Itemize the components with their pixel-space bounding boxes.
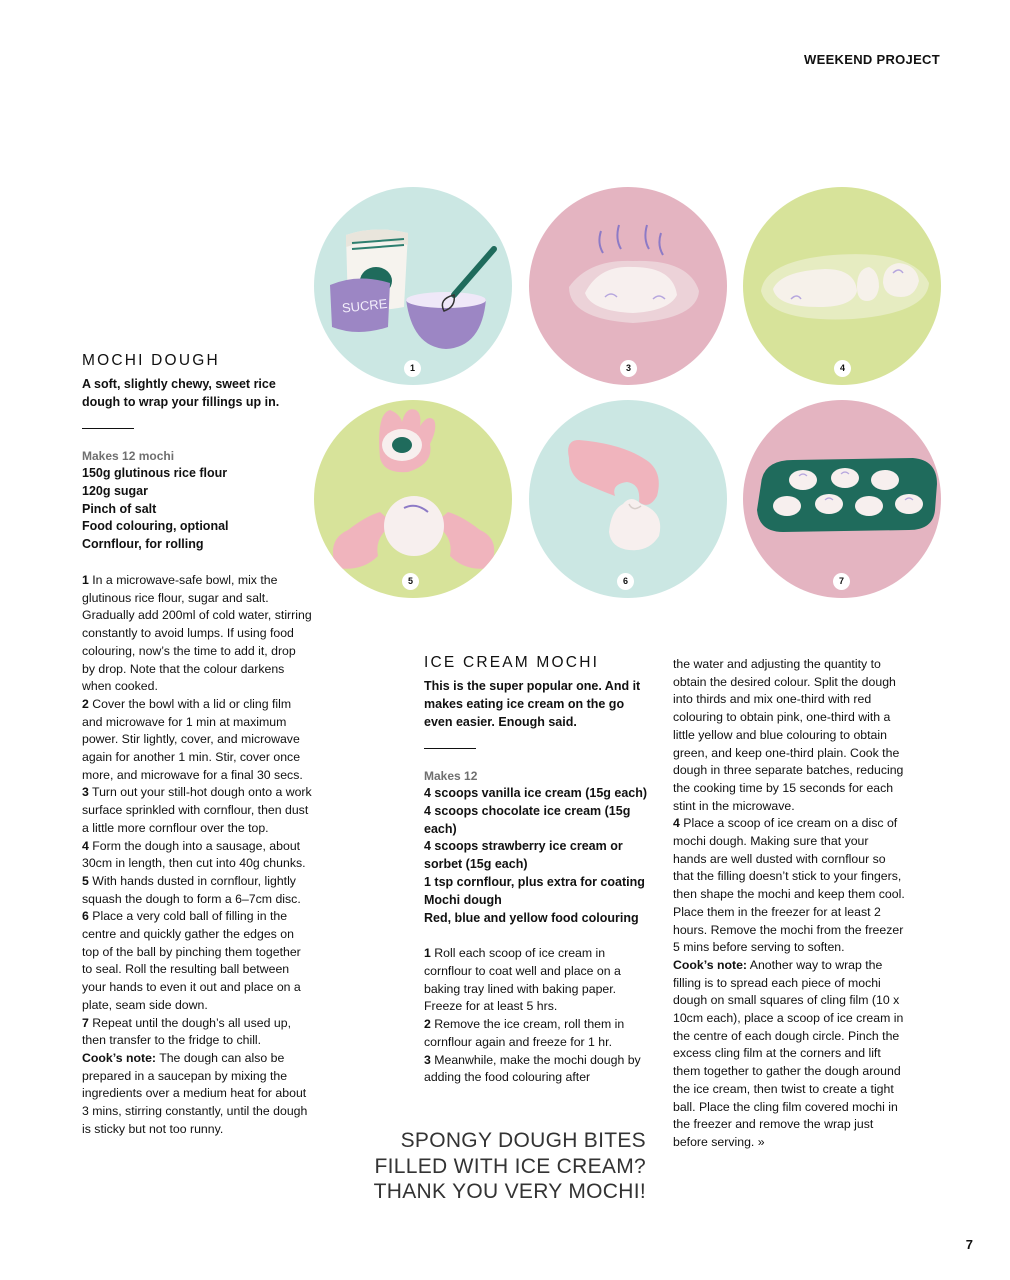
method-step xyxy=(82,1015,312,1050)
method-step xyxy=(424,945,650,1016)
step-text: Place a scoop of ice cream on a disc of mochi dough. Making sure that your hands are well dusted with cornflour so that the filling doesn’t stick to your fingers, then shape the mochi and keep them cool. Place them in the freezer for at least 2 hours. Remove the mochi from the freezer 5 mins before serving to soften. xyxy=(673,816,905,955)
step-text: Form the dough into a sausage, about 30cm in length, then cut into 40g chunks. xyxy=(82,838,306,871)
step-number: 3 xyxy=(82,785,89,800)
step-text: Meanwhile, make the mochi dough by adding the food colouring after xyxy=(424,1052,641,1085)
step-number: 3 xyxy=(424,1052,431,1067)
method-step xyxy=(82,908,312,1014)
step-number-badge: 7 xyxy=(833,573,850,590)
mochi-tray-illustration xyxy=(743,400,941,598)
step-number: 4 xyxy=(673,816,680,831)
pull-quote-line: THANK YOU VERY MOCHI! xyxy=(373,1180,646,1203)
cooks-note-label: Cook’s note: xyxy=(82,1050,157,1065)
step-number: 5 xyxy=(82,873,89,888)
method-step xyxy=(82,873,312,908)
ingredient-item: Red, blue and yellow food colouring xyxy=(424,910,639,925)
sucre-label: SUCRE xyxy=(341,295,389,316)
method-step xyxy=(82,572,312,696)
ingredient-list xyxy=(82,465,312,554)
pull-quote-line: SPONGY DOUGH BITES xyxy=(400,1129,646,1152)
step-number-badge: 3 xyxy=(620,360,637,377)
step-number-badge: 5 xyxy=(402,573,419,590)
divider xyxy=(82,428,134,429)
illustration-step-1 xyxy=(314,187,512,385)
step-number-badge: 6 xyxy=(617,573,634,590)
mochi-dough-recipe xyxy=(82,352,312,1138)
ingredient-item: Pinch of salt xyxy=(82,501,157,516)
step-text: In a microwave-safe bowl, mix the glutinous rice flour, sugar and salt. Gradually add 200ml of cold water, stirring constantly to avoid lumps. If using food colouring, now’s the time to add it, drop by drop. Note that the colour darkens when cooked. xyxy=(82,572,312,694)
method-step xyxy=(424,1016,650,1051)
illustration-step-6 xyxy=(529,400,727,598)
illustration-step-3 xyxy=(529,187,727,385)
step-number-badge: 1 xyxy=(404,360,421,377)
method-step xyxy=(424,1052,650,1087)
step-number: 6 xyxy=(82,909,89,924)
step-number: 2 xyxy=(424,1017,431,1032)
recipe-intro: A soft, slightly chewy, sweet rice dough to wrap your fillings up in. xyxy=(82,377,280,409)
method-step-continued: the water and adjusting the quantity to obtain the desired colour. Split the dough into thirds and mix one-third with red colouring to obtain pink, one-third with a little yellow and blue colouring to obtain green, and keep one-third plain. Cook the dough in three separate batches, reducing the cooking time by 15 seconds for each stint in the microwave. xyxy=(673,657,904,813)
pull-quote xyxy=(344,1128,646,1205)
ingredient-item: 4 scoops strawberry ice cream or sorbet (15g each) xyxy=(424,839,623,872)
recipe-yield: Makes 12 mochi xyxy=(82,449,175,463)
cooks-note xyxy=(673,957,905,1152)
ingredient-item: 150g glutinous rice flour xyxy=(82,466,228,480)
illustration-step-7 xyxy=(743,400,941,598)
ice-cream-mochi-continued xyxy=(673,656,905,1152)
step-text: Cover the bowl with a lid or cling film and microwave for 1 min at maximum power. Stir lightly, cover, and microwave again for another 1 min. Stir, cover once more, and microwave for a final 30 secs. xyxy=(82,696,303,782)
step-text: Remove the ice cream, roll them in cornflour again and freeze for 1 hr. xyxy=(424,1017,625,1049)
step-text: Repeat until the dough’s all used up, then transfer to the fridge to chill. xyxy=(82,1015,291,1048)
method-step xyxy=(82,784,312,837)
ingredient-item: 1 tsp cornflour, plus extra for coating xyxy=(424,874,645,889)
method-step xyxy=(82,838,312,873)
page-number: 7 xyxy=(965,1237,973,1252)
cooks-note-label: Cook’s note: xyxy=(673,957,748,972)
illustration-step-4 xyxy=(743,187,941,385)
method-steps xyxy=(82,572,312,1139)
cooks-note-text: Another way to wrap the filling is to spread each piece of mochi dough on small squares of cling film (10 x 10cm each), place a scoop of ice cream in the centre of each dough circle. Pinch the excess cling film at the corners and lift them together to gather the dough around the ice cream, then twist to create a tight ball. Place the cling film covered mochi in the freezer and remove the wrap just before serving. xyxy=(673,957,904,1149)
ingredient-item: 120g sugar xyxy=(82,483,149,498)
method-steps xyxy=(424,945,650,1087)
step-text: Roll each scoop of ice cream in cornflour to coat well and place on a baking tray lined with baking paper. Freeze for at least 5 hrs. xyxy=(424,946,621,1014)
ingredient-item: Mochi dough xyxy=(424,892,502,907)
illustration-step-5 xyxy=(314,400,512,598)
step-text: Turn out your still-hot dough onto a work surface sprinkled with cornflour, then dust a little more cornflour over the top. xyxy=(82,785,312,835)
step-number: 4 xyxy=(82,838,89,853)
pull-quote-line: FILLED WITH ICE CREAM? xyxy=(374,1154,646,1178)
step-number-badge: 4 xyxy=(834,360,851,377)
step-number: 7 xyxy=(82,1015,89,1030)
cooks-note xyxy=(82,1050,312,1139)
step-text: With hands dusted in cornflour, lightly squash the dough to form a 6–7cm disc. xyxy=(82,873,301,906)
ingredient-list xyxy=(424,785,650,927)
method-step xyxy=(82,696,312,785)
ingredient-item: Food colouring, optional xyxy=(82,519,229,534)
recipe-intro: This is the super popular one. And it makes eating ice cream on the go even easier. Enough said. xyxy=(424,679,641,729)
ingredient-item: Cornflour, for rolling xyxy=(82,537,204,552)
ingredients-illustration xyxy=(314,187,512,385)
pinching-hand-illustration xyxy=(529,400,727,598)
method-step xyxy=(673,815,905,957)
recipe-yield: Makes 12 xyxy=(424,769,478,783)
cooks-note-text: The dough can also be prepared in a saucepan by mixing the ingredients over a medium heat for about 3 mins, stirring constantly, until the dough is sticky but not too runny. xyxy=(82,1050,308,1136)
step-number: 1 xyxy=(424,946,431,961)
steaming-dough-illustration xyxy=(529,187,727,385)
recipe-title: ICE CREAM MOCHI xyxy=(424,654,600,671)
divider xyxy=(424,748,476,749)
recipe-title: MOCHI DOUGH xyxy=(82,352,220,369)
step-number: 1 xyxy=(82,572,89,587)
ingredient-item: 4 scoops chocolate ice cream (15g each) xyxy=(424,803,631,836)
cut-dough-illustration xyxy=(743,187,941,385)
section-header: WEEKEND PROJECT xyxy=(804,52,940,67)
continue-arrow: » xyxy=(754,1134,765,1149)
step-text: Place a very cold ball of filling in the centre and quickly gather the edges on top of the ball by pinching them together to seal. Roll the resulting ball between your hands to even it out and place on a plate, seam side down. xyxy=(82,909,301,1012)
ice-cream-mochi-recipe xyxy=(424,654,650,1087)
step-number: 2 xyxy=(82,696,89,711)
filling-hands-illustration xyxy=(314,400,512,598)
ingredient-item: 4 scoops vanilla ice cream (15g each) xyxy=(424,786,648,800)
